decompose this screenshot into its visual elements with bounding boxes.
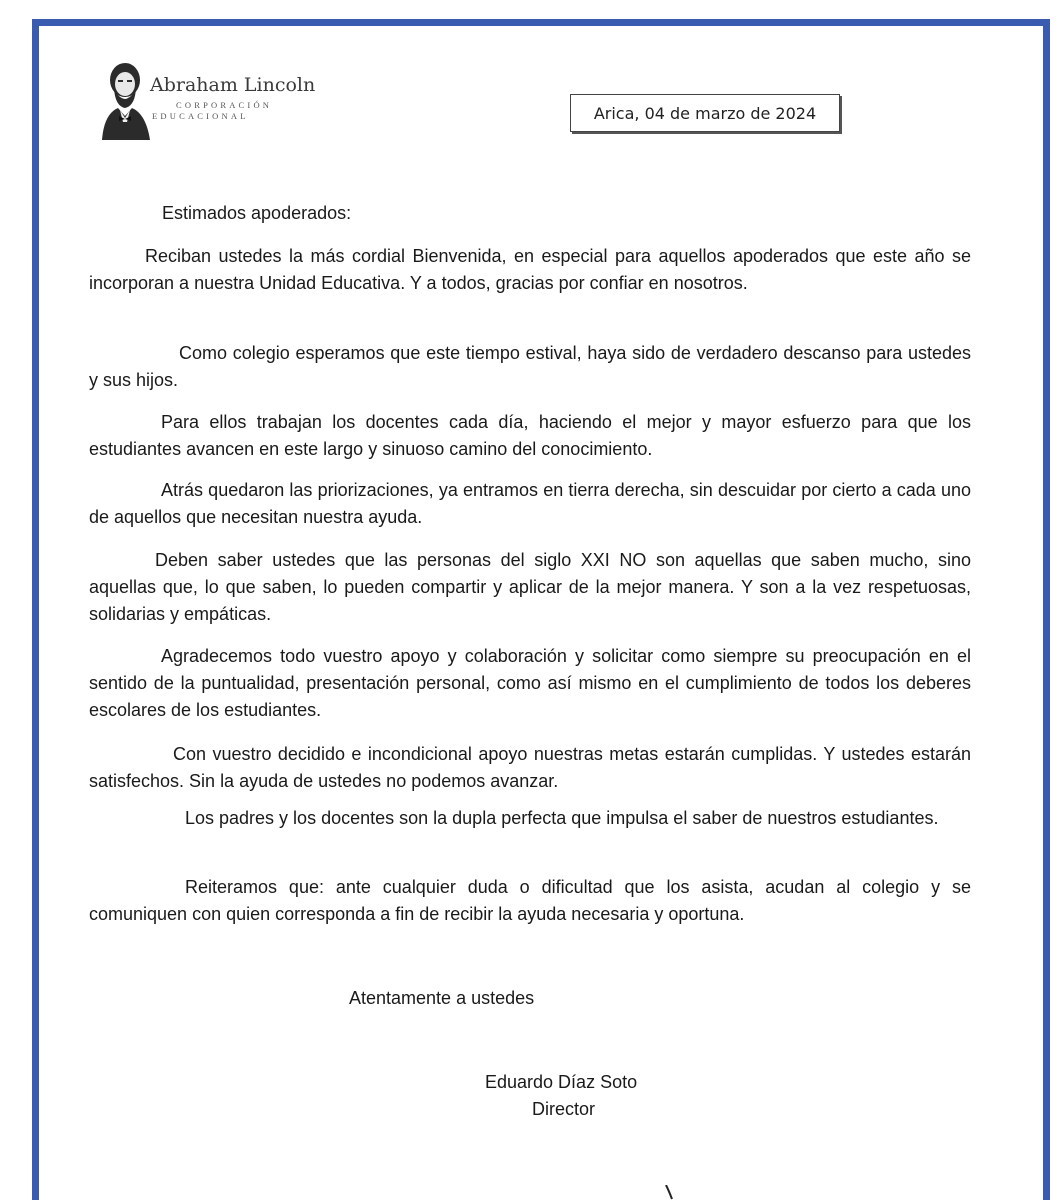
paragraph-8: Los padres y los docentes son la dupla perfecta que impulsa el saber de nuestros estudiantes. bbox=[185, 808, 939, 828]
logo-subtitle-1: CORPORACIÓN bbox=[176, 100, 273, 110]
school-logo bbox=[96, 60, 336, 142]
lincoln-portrait-icon bbox=[96, 60, 156, 142]
paragraph-5: Deben saber ustedes que las personas del siglo XXI NO son aquellas que saben mucho, sino aquellas que, lo que saben, lo pueden compartir y aplicar de la mejor manera. Y son a la vez respetuosas, solidarias y empáticas. bbox=[89, 550, 971, 624]
paragraph-3: Para ellos trabajan los docentes cada día, haciendo el mejor y mayor esfuerzo para que los estudiantes avancen en este largo y sinuoso camino del conocimiento. bbox=[89, 412, 971, 459]
paragraph-7: Con vuestro decidido e incondicional apoyo nuestras metas estarán cumplidas. Y ustedes estarán satisfechos. Sin la ayuda de ustedes no podemos avanzar. bbox=[89, 744, 971, 791]
paragraph-1: Reciban ustedes la más cordial Bienvenida, en especial para aquellos apoderados que este año se incorporan a nuestra Unidad Educativa. Y a todos, gracias por confiar en nosotros. bbox=[89, 246, 971, 293]
logo-subtitle-2: EDUCACIONAL bbox=[152, 111, 249, 121]
closing: Atentamente a ustedes bbox=[349, 988, 535, 1008]
paragraph-9: Reiteramos que: ante cualquier duda o dificultad que los asista, acudan al colegio y se comuniquen con quien corresponda a fin de recibir la ayuda necesaria y oportuna. bbox=[89, 877, 971, 924]
salutation: Estimados apoderados: bbox=[162, 203, 352, 223]
paragraph-4: Atrás quedaron las priorizaciones, ya entramos en tierra derecha, sin descuidar por cierto a cada uno de aquellos que necesitan nuestra ayuda. bbox=[89, 480, 971, 527]
signature-mark bbox=[660, 1185, 690, 1200]
paragraph-2: Como colegio esperamos que este tiempo estival, haya sido de verdadero descanso para ustedes y sus hijos. bbox=[89, 343, 971, 390]
logo-name: Abraham Lincoln bbox=[150, 74, 316, 96]
signer-name: Eduardo Díaz Soto bbox=[485, 1072, 638, 1092]
paragraph-6: Agradecemos todo vuestro apoyo y colaboración y solicitar como siempre su preocupación en el sentido de la puntualidad, presentación personal, como así mismo en el cumplimiento de todos los deberes escolares de los estudiantes. bbox=[89, 646, 971, 720]
signer-title: Director bbox=[532, 1099, 596, 1119]
date-box: Arica, 04 de marzo de 2024 bbox=[570, 94, 840, 132]
